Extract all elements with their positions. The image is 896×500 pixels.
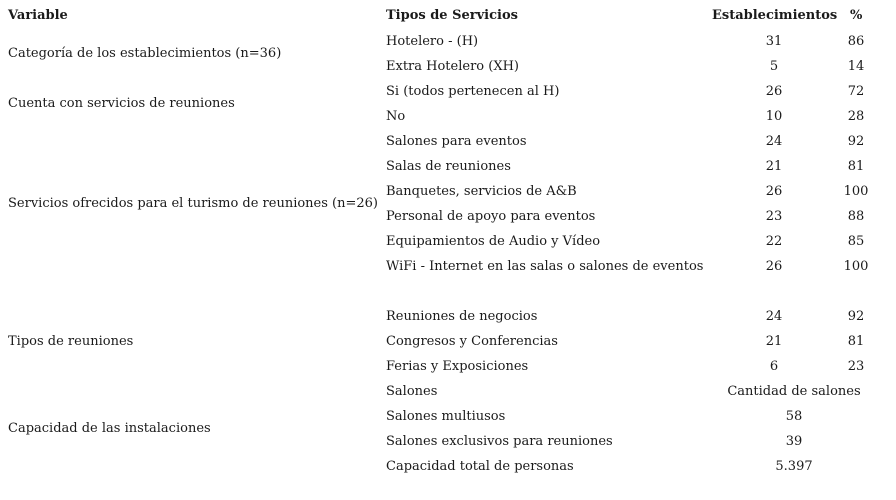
row-tipo: Personal de apoyo para eventos xyxy=(386,209,596,224)
row-tipo: Salas de reuniones xyxy=(386,159,511,174)
row-establecimientos: 10 xyxy=(765,109,783,124)
row-establecimientos: 24 xyxy=(765,134,783,149)
row-establecimientos: 22 xyxy=(765,234,783,249)
row-pct: 28 xyxy=(847,109,865,124)
row-pct: 23 xyxy=(847,359,865,374)
row-establecimientos: 5 xyxy=(769,59,779,74)
row-pct: 92 xyxy=(847,309,865,324)
row-tipo: Salones para eventos xyxy=(386,134,527,149)
row-pct: 92 xyxy=(847,134,865,149)
row-tipo: Ferias y Exposiciones xyxy=(386,359,529,374)
header-tipos: Tipos de Servicios xyxy=(386,8,518,23)
row-establecimientos: 21 xyxy=(765,334,783,349)
row-pct: 81 xyxy=(847,334,865,349)
header-establecimientos: Establecimientos xyxy=(712,8,838,23)
row-tipo: Si (todos pertenecen al H) xyxy=(386,84,560,99)
row-establecimientos: 26 xyxy=(765,259,783,274)
row-tipo: Capacidad total de personas xyxy=(386,459,574,474)
row-establecimientos: 6 xyxy=(769,359,779,374)
row-pct: 86 xyxy=(847,34,865,49)
variable-tipos-reuniones: Tipos de reuniones xyxy=(8,334,134,349)
row-value: 58 xyxy=(785,409,803,424)
row-tipo: No xyxy=(386,109,406,124)
variable-capacidad: Capacidad de las instalaciones xyxy=(8,421,211,436)
row-pct: 85 xyxy=(847,234,865,249)
row-pct: 100 xyxy=(843,259,869,274)
header-pct: % xyxy=(850,8,863,23)
row-tipo: Salones exclusivos para reuniones xyxy=(386,434,613,449)
row-pct: 72 xyxy=(847,84,865,99)
row-pct: 14 xyxy=(847,59,865,74)
row-tipo: Salones xyxy=(386,384,438,399)
row-value: 39 xyxy=(785,434,803,449)
row-tipo: Congresos y Conferencias xyxy=(386,334,558,349)
row-tipo: Reuniones de negocios xyxy=(386,309,538,324)
row-tipo: WiFi - Internet en las salas o salones de eventos xyxy=(386,259,704,274)
variable-servicios-ofrecidos: Servicios ofrecidos para el turismo de reuniones (n=26) xyxy=(8,196,379,211)
row-establecimientos: 26 xyxy=(765,84,783,99)
row-pct: 100 xyxy=(843,184,869,199)
row-value: 5.397 xyxy=(775,459,813,474)
row-value: Cantidad de salones xyxy=(727,384,861,399)
row-establecimientos: 21 xyxy=(765,159,783,174)
row-pct: 81 xyxy=(847,159,865,174)
variable-servicios-reuniones: Cuenta con servicios de reuniones xyxy=(8,96,235,111)
row-pct: 88 xyxy=(847,209,865,224)
row-tipo: Banquetes, servicios de A&B xyxy=(386,184,577,199)
row-tipo: Hotelero - (H) xyxy=(386,34,479,49)
row-establecimientos: 23 xyxy=(765,209,783,224)
row-establecimientos: 26 xyxy=(765,184,783,199)
row-tipo: Extra Hotelero (XH) xyxy=(386,59,519,74)
variable-categoria: Categoría de los establecimientos (n=36) xyxy=(8,46,282,61)
row-tipo: Equipamientos de Audio y Vídeo xyxy=(386,234,601,249)
row-tipo: Salones multiusos xyxy=(386,409,506,424)
row-establecimientos: 31 xyxy=(765,34,783,49)
header-variable: Variable xyxy=(8,8,68,23)
row-establecimientos: 24 xyxy=(765,309,783,324)
